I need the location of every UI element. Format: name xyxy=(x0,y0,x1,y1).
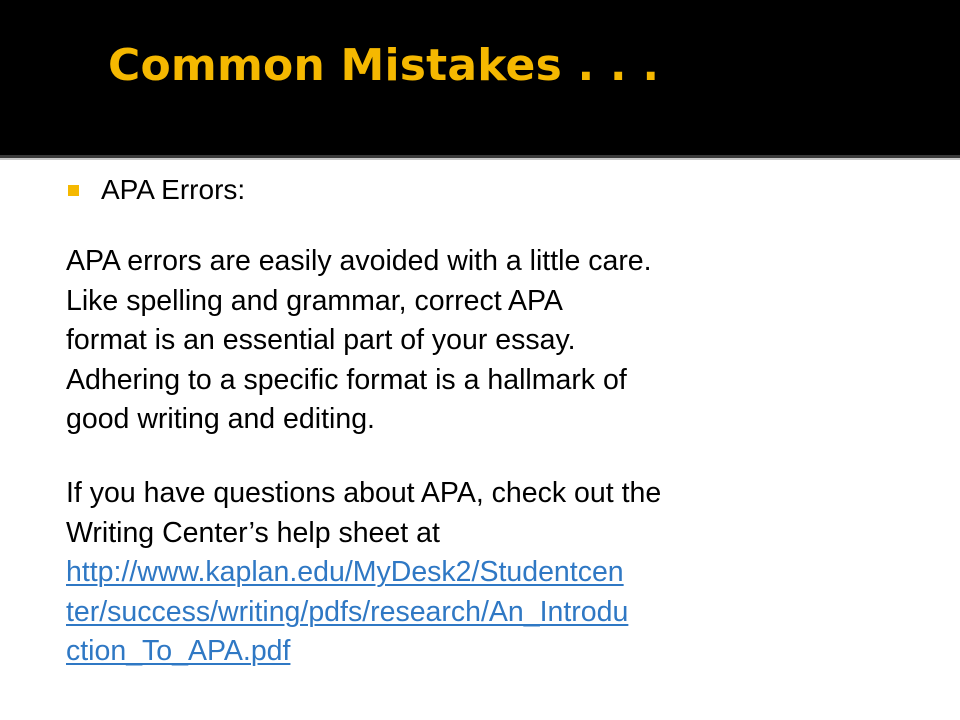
paragraph-line: Like spelling and grammar, correct APA xyxy=(66,284,563,317)
help-sheet-link[interactable] xyxy=(66,632,920,672)
help-sheet-link-line[interactable]: http://www.kaplan.edu/MyDesk2/Studentcen xyxy=(66,556,624,588)
slide-title: Common Mistakes . . . xyxy=(108,40,660,91)
paragraph-help-sheet xyxy=(66,474,920,672)
square-bullet-icon xyxy=(68,185,79,196)
bullet-label: APA Errors: xyxy=(101,174,246,205)
title-divider-light xyxy=(0,158,960,160)
title-bar xyxy=(0,0,960,155)
paragraph-apa-errors xyxy=(66,242,920,440)
paragraph-line: If you have questions about APA, check out the xyxy=(66,477,662,509)
bullet-item xyxy=(68,168,245,212)
paragraph-line: good writing and editing. xyxy=(66,403,375,435)
help-sheet-link-line[interactable]: ction_To_APA.pdf xyxy=(66,635,291,667)
paragraph-line: Adhering to a specific format is a hallmark of xyxy=(66,363,627,396)
help-sheet-link-line[interactable]: ter/success/writing/pdfs/research/An_Introdu xyxy=(66,595,629,628)
help-sheet-link[interactable] xyxy=(66,553,920,593)
paragraph-line: Writing Center’s help sheet at xyxy=(66,516,440,549)
paragraph-line: APA errors are easily avoided with a little care. xyxy=(66,245,652,277)
paragraph-line: format is an essential part of your essay. xyxy=(66,324,576,356)
help-sheet-link[interactable] xyxy=(66,593,920,633)
